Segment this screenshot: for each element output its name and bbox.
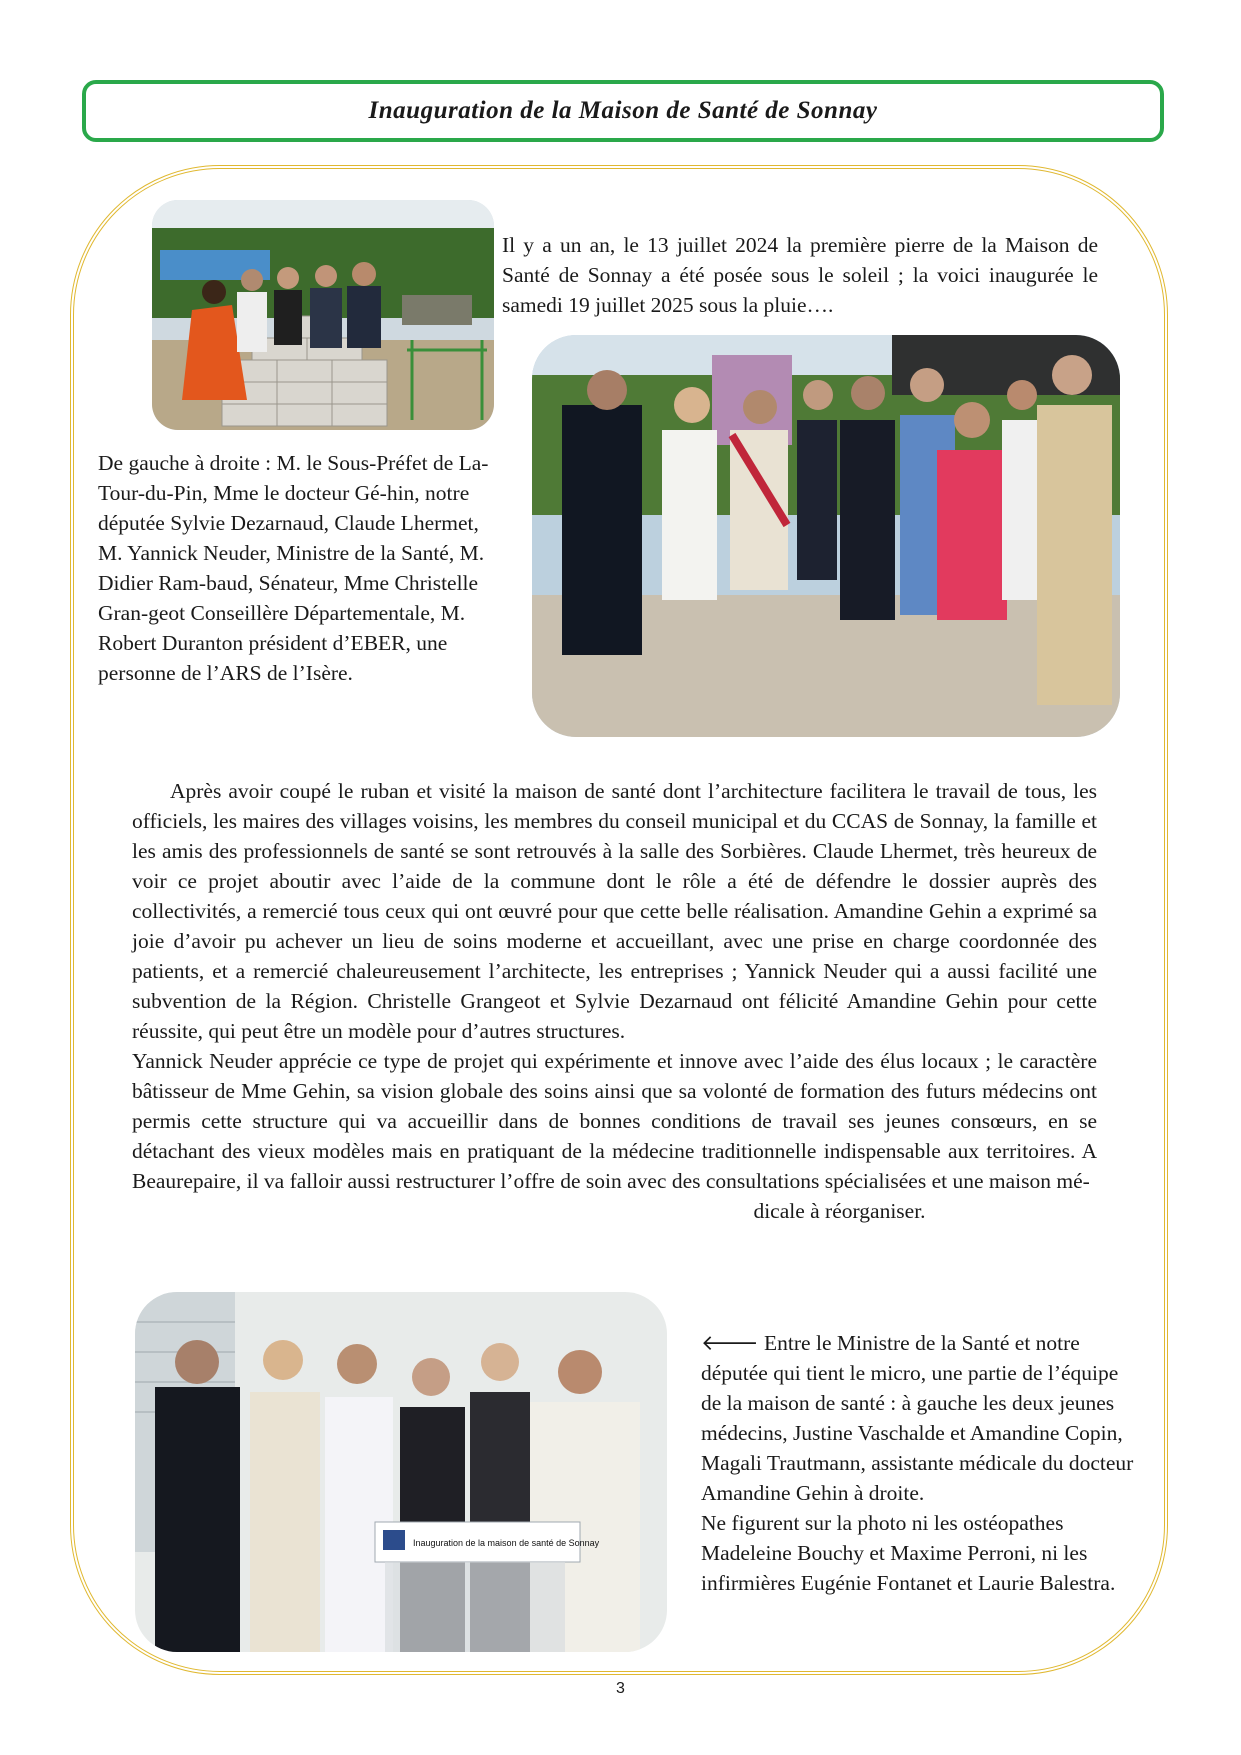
caption-medical-team: [701, 1328, 1141, 1598]
photo-first-stone: [152, 200, 494, 430]
article-paragraph-2-end: dicale à réorganiser.: [753, 1199, 926, 1223]
caption-team-paragraph-1: 🡐 Entre le Ministre de la Santé et notre députée qui tient le micro, une partie de l’équipe de la maison de santé : à gauche les deux jeunes médecins, Justine Vaschalde et Amandine Copin, Magali Trautmann, assistante médicale du docteur Amandine Gehin à droite.: [701, 1331, 1134, 1505]
caption-officials: De gauche à droite : M. le Sous-Préfet de La-Tour-du-Pin, Mme le docteur Gé-hin, notre députée Sylvie Dezarnaud, Claude Lhermet, M. Yannick Neuder, Ministre de la Santé, M. Didier Ram-baud, Sénateur, Mme Christelle Gran-geot Conseillère Départementale, M. Robert Duranton président d’EBER, une personne de l’ARS de l’Isère.: [98, 451, 489, 685]
title-box: [82, 80, 1164, 142]
photo-officials: [532, 335, 1120, 737]
article-paragraph-2: Yannick Neuder apprécie ce type de projet qui expérimente et innove avec l’aide des élus locaux ; le caractère bâtisseur de Mme Gehin, sa vision globale des soins ainsi que sa volonté de formation des futurs médecins ont permis cette structure qui va accueillir dans de bonnes conditions de travail ses jeunes consœurs, en se détachant des vieux modèles mais en pratiquant de la médecine traditionnelle indispensable aux territoires. A Beaurepaire, il va falloir aussi restructurer l’offre de soin avec des consultations spécialisées et une maison mé-: [132, 1049, 1097, 1193]
page-title: Inauguration de la Maison de Santé de Sonnay: [368, 97, 878, 124]
lectern-sign-text: Inauguration de la maison de santé de Sonnay: [413, 1538, 600, 1548]
caption-team-paragraph-2: Ne figurent sur la photo ni les ostéopathes Madeleine Bouchy et Maxime Perroni, ni les infirmières Eugénie Fontanet et Laurie Balestra.: [701, 1511, 1116, 1595]
article-body: [132, 776, 1097, 1226]
article-paragraph-1: Après avoir coupé le ruban et visité la maison de santé dont l’architecture facilitera le travail de tous, les officiels, les maires des villages voisins, les membres du conseil municipal et du CCAS de Sonnay, la famille et les amis des professionnels de santé se sont retrouvés à la salle des Sorbières. Claude Lhermet, très heureux de voir ce projet aboutir avec l’aide de la commune dont le rôle a été de défendre le dossier auprès des collectivités, a remercié tous ceux qui ont œuvré pour que cette belle réalisation. Amandine Gehin a exprimé sa joie d’avoir pu achever un lieu de soins moderne et accueillant, avec une prise en charge coordonnée des patients, et a remercié chaleureusement l’architecte, les entreprises ; Yannick Neuder qui a aussi facilité une subvention de la Région. Christelle Grangeot et Sylvie Dezarnaud ont félicité Amandine Gehin pour cette réussite, qui peut être un modèle pour d’autres structures.: [132, 779, 1097, 1043]
intro-text: Il y a un an, le 13 juillet 2024 la première pierre de la Maison de Santé de Sonnay a été posée sous le soleil ; la voici inaugurée le samedi 19 juillet 2025 sous la pluie….: [502, 233, 1098, 317]
page-number: 3: [616, 1680, 625, 1697]
photo-medical-team: [135, 1292, 667, 1652]
